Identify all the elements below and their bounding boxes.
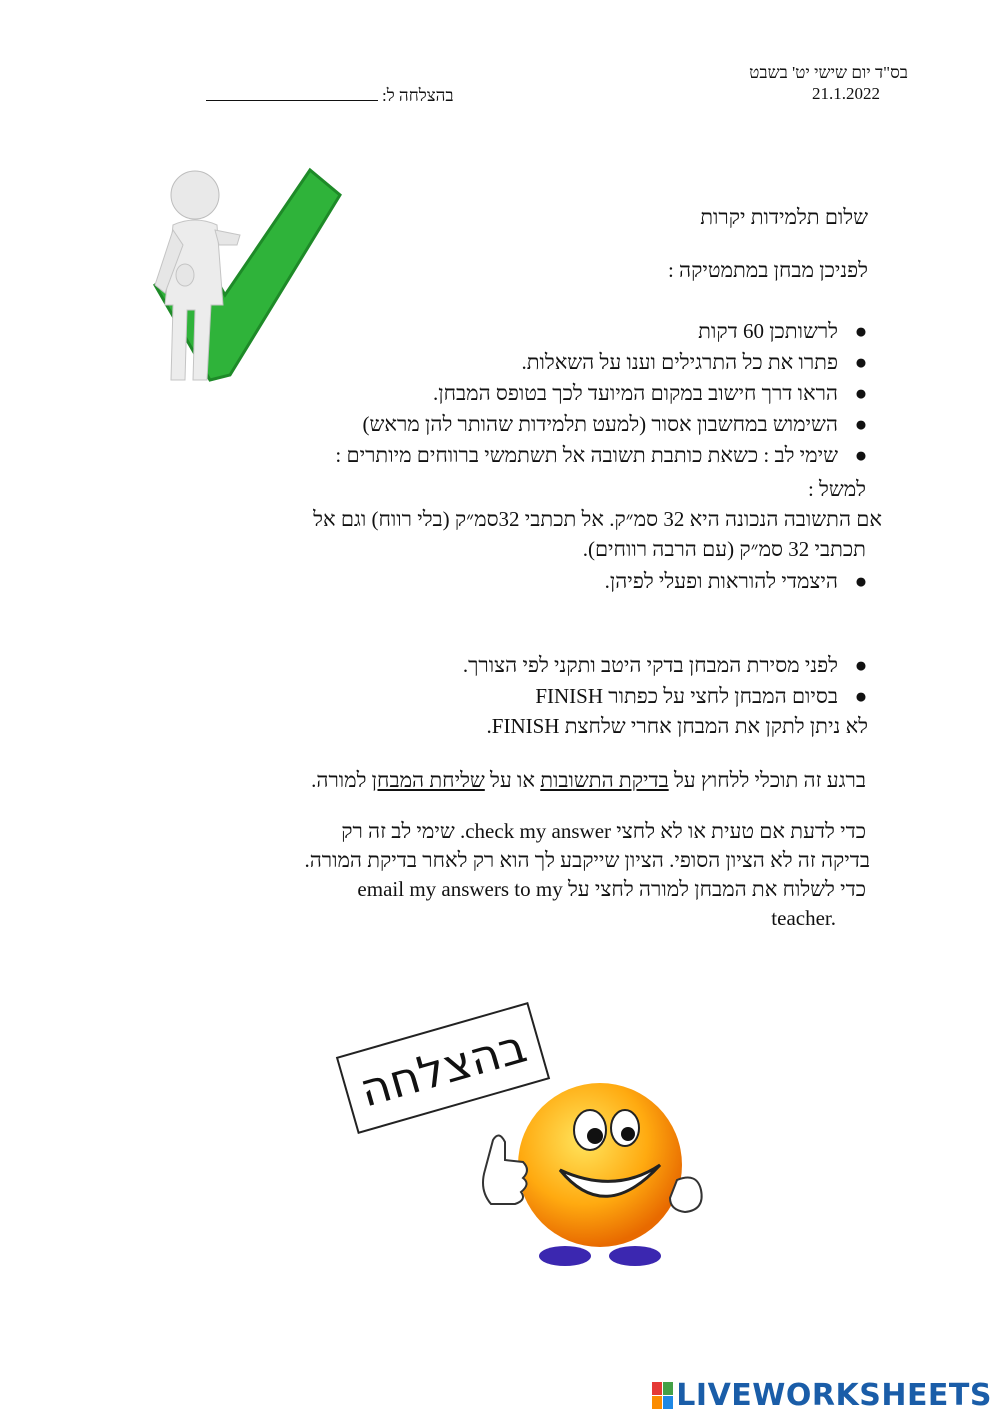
smiley-icon: [465, 1060, 715, 1270]
actions-paragraph: [106, 766, 866, 795]
list-item: ● הראו דרך חישוב במקום המיועד לכך בטופס המבחן.: [150, 378, 870, 409]
instruction-line: בדיקה זה לא הציון הסופי. הציון שייקבע לך הוא רק לאחר בדיקת המורה.: [304, 848, 870, 872]
list-item: ● שימי לב : כשאת כותבת תשובה אל תשתמשי ברווחים מיותרים :: [150, 440, 870, 471]
list-item: ● בסיום המבחן לחצי על כפתור FINISH: [150, 681, 870, 712]
brand-watermark: [652, 1378, 992, 1413]
list-item: ● לרשותכן 60 דקות: [150, 316, 870, 347]
bullet-icon: ●: [854, 350, 868, 374]
bullet-icon: ●: [854, 381, 868, 405]
bullet-icon: ●: [854, 684, 868, 708]
instruction-line: teacher.: [771, 906, 836, 930]
actions-middle: או על: [490, 768, 535, 792]
actions-prefix: ברגע זה תוכלי ללחוץ על: [673, 768, 866, 792]
name-blank: [206, 86, 378, 101]
bullet-icon: ●: [854, 569, 868, 593]
instruction-line: כדי לדעת אם טעית או לא לחצי check my answer. שימי לב זה רק: [341, 819, 866, 843]
intro-text: לפניכן מבחן במתמטיקה :: [667, 258, 868, 282]
check-answers-link: בדיקת התשובות: [540, 768, 669, 792]
bullet-icon: ●: [854, 319, 868, 343]
brand-name: LIVEWORKSHEETS: [676, 1378, 992, 1413]
example-line-2: תכתבי 32 סמ״ק (עם הרבה רווחים).: [582, 537, 866, 561]
bullet-icon: ●: [854, 443, 868, 467]
bullet-icon: ●: [854, 412, 868, 436]
example-line-1: אם התשובה הנכונה היא 32 סמ״ק. אל תכתבי 32סמ״ק (בלי רווח) וגם אל: [313, 507, 882, 531]
list-item: ● השימוש במחשבון אסור (למעט תלמידות שהותר להן מראש): [150, 409, 870, 440]
list-item: ● לפני מסירת המבחן בדקי היטב ותקני לפי הצורך.: [150, 650, 870, 681]
rules-list: [150, 316, 870, 471]
send-test-link: שליחת המבחן: [371, 768, 485, 792]
list-item: ● היצמדי להוראות ופעלי לפיהן.: [150, 566, 870, 597]
finish-note: לא ניתן לתקן את המבחן אחרי שלחצת FINISH.: [486, 714, 868, 738]
header-date: 21.1.2022: [812, 84, 880, 103]
header-hebrew-date: בס"ד יום שישי יט' בשבט: [749, 63, 908, 82]
brand-logo-icon: [652, 1382, 674, 1410]
instruction-line: כדי לשלוח את המבחן למורה לחצי על email my answers to my: [357, 877, 866, 901]
success-label: בהצלחה ל:: [382, 86, 454, 105]
rules-list-final: [150, 650, 870, 712]
greeting: שלום תלמידות יקרות: [700, 205, 868, 229]
success-line: [206, 86, 454, 106]
example-label: למשל :: [807, 477, 866, 501]
list-item: ● פתרו את כל התרגילים וענו על השאלות.: [150, 347, 870, 378]
good-luck-illustration: [335, 1010, 715, 1270]
example-note: [146, 474, 882, 564]
instructions-paragraph: [106, 817, 870, 933]
bullet-icon: ●: [854, 653, 868, 677]
actions-suffix: למורה.: [311, 768, 367, 792]
good-luck-sign: בהצלחה: [336, 1002, 550, 1134]
rules-list-follow: [150, 566, 870, 597]
